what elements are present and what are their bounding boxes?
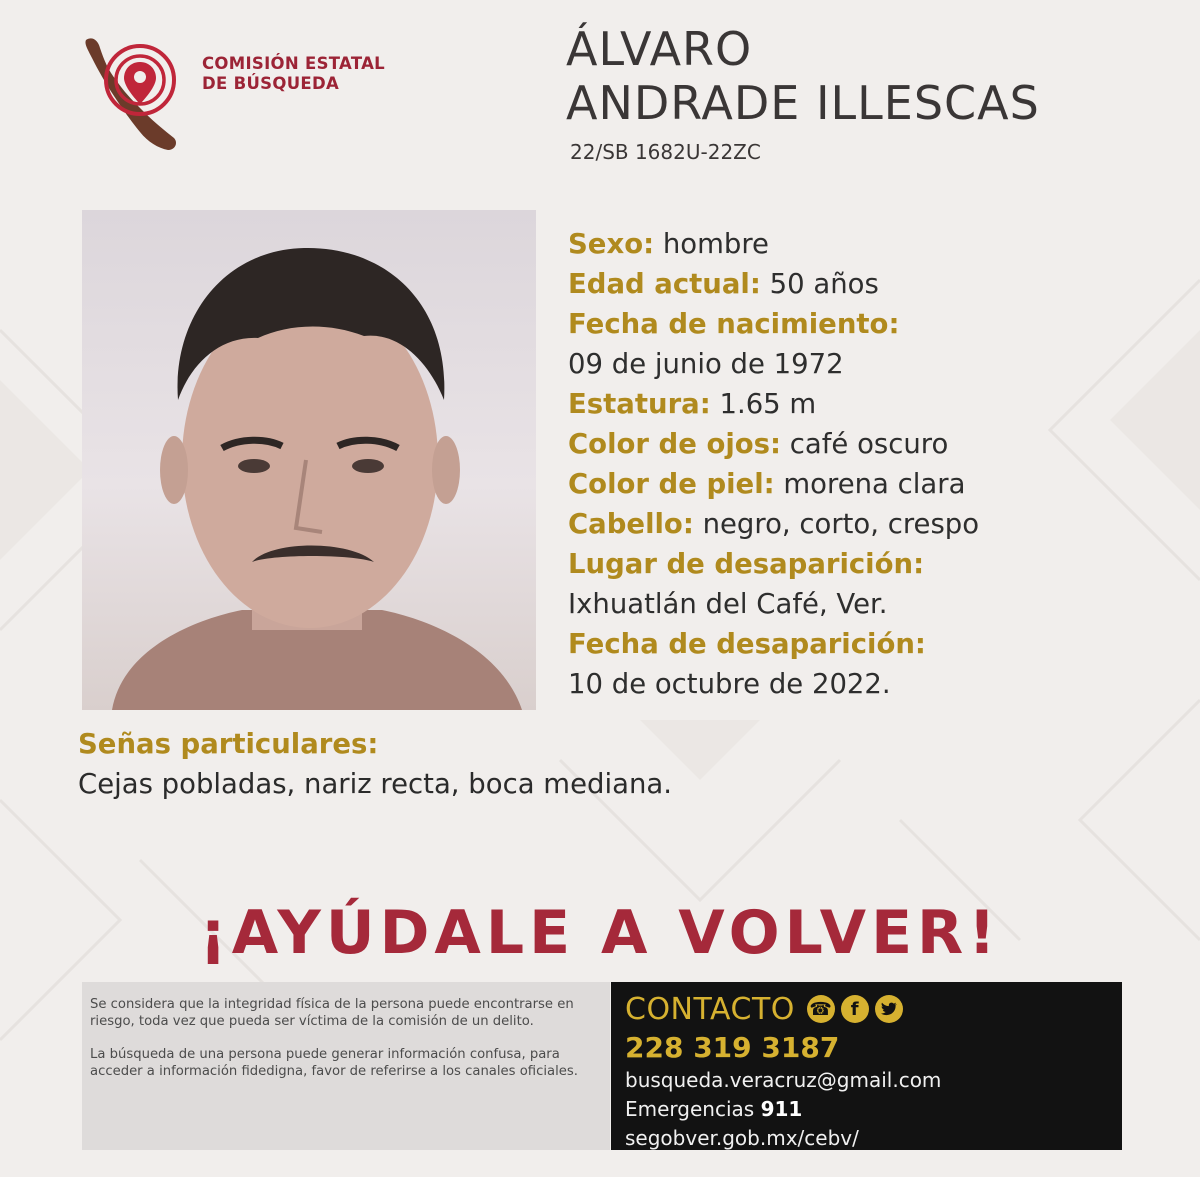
facebook-icon: f — [841, 995, 869, 1023]
piel-label: Color de piel: — [568, 468, 775, 500]
slogan: ¡AYÚDALE A VOLVER! — [199, 898, 1001, 968]
contact-phone[interactable]: 228 319 3187 — [625, 1031, 840, 1064]
veracruz-map-icon — [78, 30, 198, 160]
person-photo — [82, 210, 536, 710]
senas-label: Señas particulares: — [78, 728, 379, 760]
contact-box — [611, 982, 1122, 1150]
edad-value: 50 años — [769, 268, 879, 300]
fecha-desaparicion-label: Fecha de desaparición: — [568, 628, 926, 660]
lugar-label: Lugar de desaparición: — [568, 548, 925, 580]
contact-website[interactable]: segobver.gob.mx/cebv/ — [625, 1126, 859, 1150]
piel-value: morena clara — [783, 468, 966, 500]
cabello-label: Cabello: — [568, 508, 694, 540]
org-name-line2: DE BÚSQUEDA — [202, 74, 340, 93]
cabello-value: negro, corto, crespo — [702, 508, 980, 540]
phone-icon: ☎ — [807, 995, 835, 1023]
person-details — [568, 224, 979, 704]
senas-value: Cejas pobladas, nariz recta, boca mediana. — [78, 768, 672, 800]
contact-email[interactable]: busqueda.veracruz@gmail.com — [625, 1068, 942, 1092]
lugar-value: Ixhuatlán del Café, Ver. — [568, 588, 888, 620]
person-name — [566, 22, 1040, 130]
edad-label: Edad actual: — [568, 268, 761, 300]
nacimiento-value: 09 de junio de 1972 — [568, 348, 844, 380]
estatura-value: 1.65 m — [719, 388, 817, 420]
disclaimer-box — [82, 982, 610, 1150]
twitter-icon — [875, 995, 903, 1023]
sexo-value: hombre — [662, 228, 769, 260]
sexo-label: Sexo: — [568, 228, 655, 260]
emergency-number[interactable]: 911 — [760, 1097, 803, 1121]
contact-heading: CONTACTO — [625, 991, 795, 1027]
disclaimer-paragraph-2: La búsqueda de una persona puede generar información confusa, para acceder a información fidedigna, favor de referirse a los canales oficiales. — [90, 1047, 578, 1079]
contact-emergency — [625, 1095, 1122, 1124]
nacimiento-label: Fecha de nacimiento: — [568, 308, 900, 340]
org-name-line1: COMISIÓN ESTATAL — [202, 54, 385, 73]
case-folio: 22/SB 1682U-22ZC — [570, 140, 761, 164]
emergency-label: Emergencias — [625, 1097, 755, 1121]
fecha-desaparicion-value: 10 de octubre de 2022. — [568, 668, 891, 700]
estatura-label: Estatura: — [568, 388, 711, 420]
ojos-label: Color de ojos: — [568, 428, 782, 460]
distinguishing-marks — [78, 724, 672, 804]
org-logo — [78, 30, 418, 160]
disclaimer-paragraph-1: Se considera que la integridad física de la persona puede encontrarse en riesgo, toda vez que pueda ser víctima de la comisión de un delito. — [90, 997, 574, 1029]
person-first-name: ÁLVARO — [566, 22, 753, 76]
ojos-value: café oscuro — [789, 428, 949, 460]
person-last-name: ANDRADE ILLESCAS — [566, 76, 1040, 130]
